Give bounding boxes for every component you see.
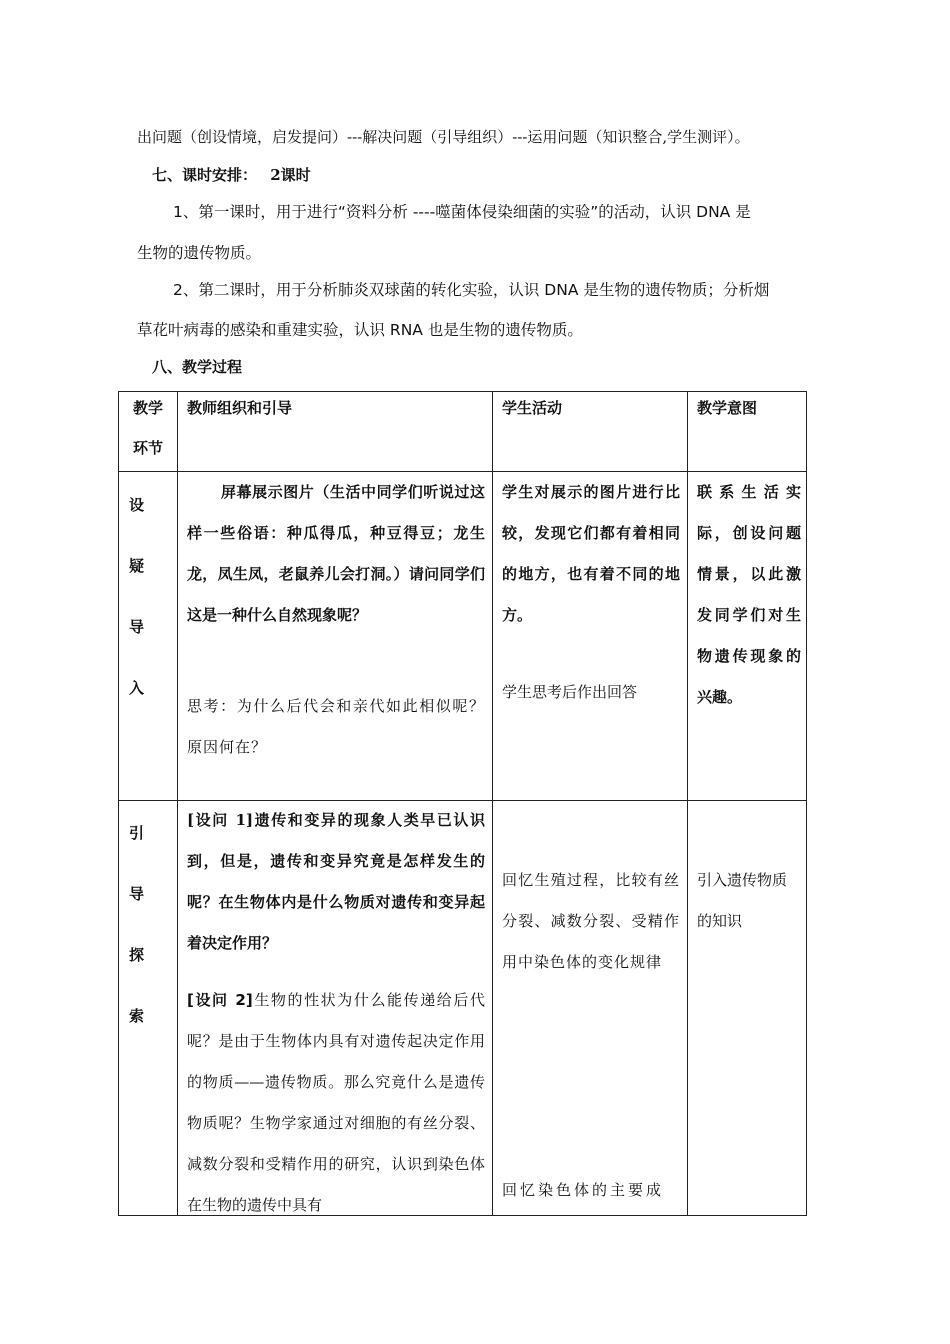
row2-student-2: 回忆染色体的主要成 (502, 1181, 665, 1199)
row2-q1-text: 遗传和变异的现象人类早已认识到，但是，遗传和变异究竟是怎样发生的呢？在生物体内是什么物质对遗传和变异起着决定作用？ (187, 811, 485, 952)
section7-item2-line2: 草花叶病毒的感染和重建实验，认识 RNA 也是生物的遗传物质。 (137, 321, 583, 339)
row2-student-1: 回忆生殖过程，比较有丝分裂、减数分裂、受精作用中染色体的变化规律 (502, 871, 680, 971)
intro-line: 出问题（创设情境，启发提问）---解决问题（引导组织）---运用问题（知识整合,学生测评）。 (137, 128, 750, 146)
section7-item2-line1: 2、第二课时，用于分析肺炎双球菌的转化实验，认识 DNA 是生物的遗传物质；分析烟 (173, 281, 770, 299)
header-intent: 教学意图 (697, 399, 758, 417)
row2-stage-2: 导 (129, 885, 145, 903)
row2-stage-4: 索 (129, 1007, 145, 1025)
row2-intent: 引入遗传物质的知识 (697, 871, 788, 930)
row2-q1-label: [设问 1] (187, 811, 254, 829)
header-teacher: 教师组织和引导 (187, 399, 293, 417)
row2-stage-1: 引 (129, 824, 145, 842)
teaching-process-table (118, 391, 807, 1216)
row1-intent-text: 联系生活实际，创设问题情景，以此激发同学们对生物遗传现象的兴趣。 (697, 483, 801, 706)
col-divider-3 (687, 392, 688, 1215)
section7-heading-value: 2课时 (270, 166, 311, 184)
section7-heading-label: 七、课时安排： (152, 166, 258, 184)
row2-question2 (187, 980, 485, 1216)
row1-stage-4: 入 (129, 679, 145, 697)
row1-teacher-think: 思考：为什么后代会和亲代如此相似呢？原因何在？ (187, 697, 485, 756)
section7-item1-line1: 1、第一课时，用于进行“资料分析 ----噬菌体侵染细菌的实验”的活动，认识 DNA 是 (173, 203, 751, 221)
row1-stage-1: 设 (129, 496, 145, 514)
row1-teacher-text: 屏幕展示图片（生活中同学们听说过这样一些俗语：种瓜得瓜，种豆得豆；龙生龙，凤生凤，老鼠养儿会打洞。）请问同学们这是一种什么自然现象呢？ (187, 483, 485, 624)
row2-q2-label: [设问 2] (187, 991, 253, 1009)
row1-stage-2: 疑 (129, 557, 145, 575)
section8-heading: 八、教学过程 (152, 358, 243, 376)
col-divider-1 (177, 392, 178, 1215)
header-student: 学生活动 (502, 399, 563, 417)
row2-q2-text: 生物的性状为什么能传递给后代呢？是由于生物体内具有对遗传起决定作用的物质——遗传物质。那么究竟什么是遗传物质呢？生物学家通过对细胞的有丝分裂、减数分裂和受精作用的研究，认识到染色体在生物的遗传中具有 (187, 991, 485, 1214)
row2-question1 (187, 800, 485, 964)
row1-student-text: 学生对展示的图片进行比较，发现它们都有着相同的地方，也有着不同的地方。 (502, 483, 680, 624)
header-stage-a: 教学 (133, 399, 164, 417)
row2-stage-3: 探 (129, 946, 145, 964)
col-divider-2 (492, 392, 493, 1215)
header-stage-b: 环节 (133, 439, 164, 457)
row1-student-plain: 学生思考后作出回答 (502, 683, 638, 701)
row1-stage-3: 导 (129, 618, 145, 636)
section7-item1-line2: 生物的遗传物质。 (137, 244, 262, 262)
section7-heading (152, 165, 311, 185)
